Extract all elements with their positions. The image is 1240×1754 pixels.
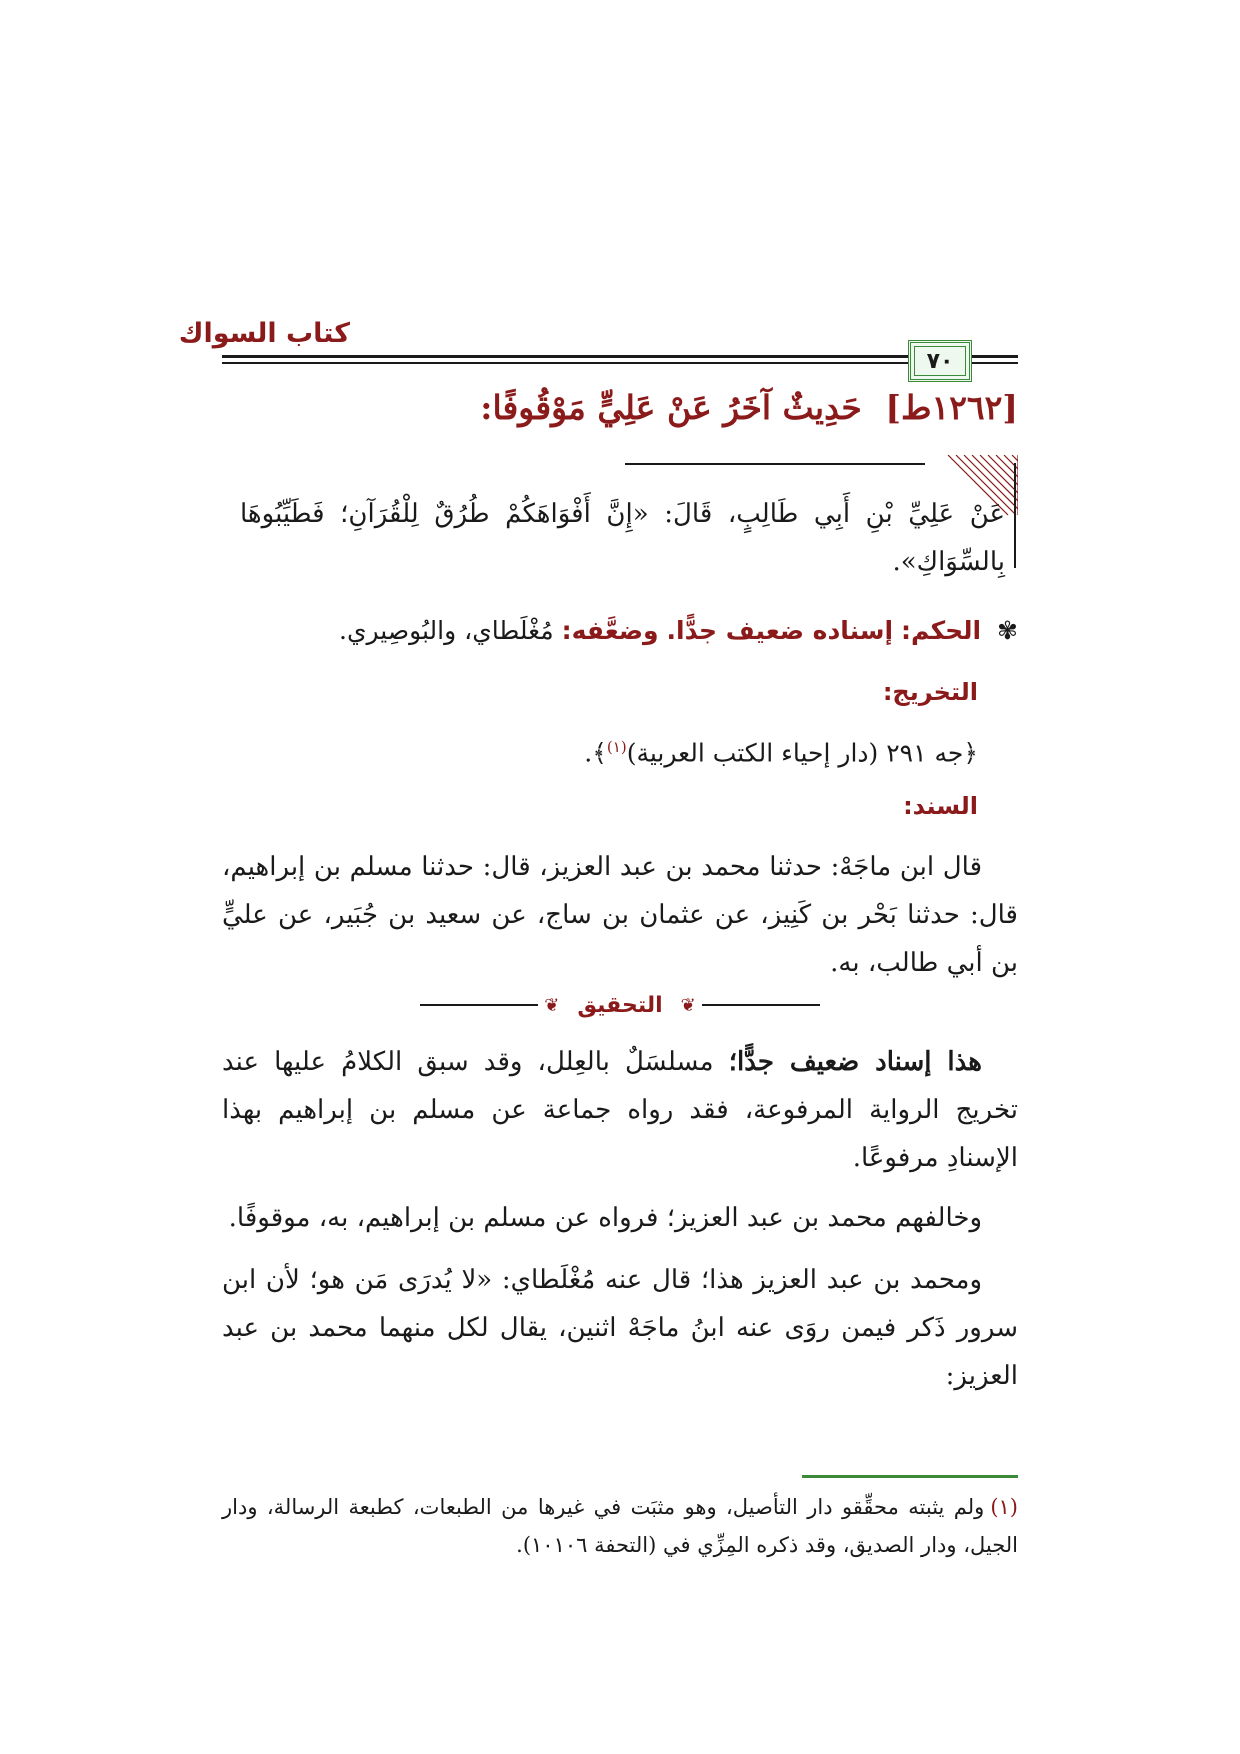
- bracket-close-icon: ﴾: [592, 738, 607, 768]
- hadith-title: حَدِيثٌ آخَرُ عَنْ عَلِيٍّ مَوْقُوفًا:: [480, 388, 862, 427]
- divider-line: [420, 1004, 538, 1006]
- footnote-rule: [802, 1475, 1018, 1478]
- footnote-ref: (١): [606, 738, 627, 756]
- footnote-mark: (١): [990, 1495, 1018, 1519]
- sanad-text: قال ابن ماجَهْ: حدثنا محمد بن عبد العزيز، قال: حدثنا مسلم بن إبراهيم، قال: حدثنا بَحْر بن كَنِيز، عن عثمان بن ساج، عن سعيد بن جُبَير، عن عليٍّ بن أبي طالب، به.: [222, 852, 1018, 978]
- ornament-icon: ❦: [544, 994, 560, 1016]
- flower-icon: ✾: [997, 616, 1018, 645]
- weakened-label: وضعَّفه:: [561, 616, 659, 645]
- page-number-badge: [908, 340, 972, 382]
- tahqiq-paragraph-2: وخالفهم محمد بن عبد العزيز؛ فرواه عن مسلم بن إبراهيم، به، موقوفًا.: [228, 1203, 982, 1233]
- hadith-box-side-rule: [1014, 463, 1016, 568]
- tahqiq-divider: [420, 990, 820, 1020]
- bracket-open-icon: ﴿: [963, 738, 978, 768]
- ruling-line: [339, 616, 1018, 645]
- running-header-title: كتاب السواك: [178, 318, 350, 349]
- ruling-label: الحكم:: [900, 616, 982, 645]
- takhrij-text: جه ٢٩١ (دار إحياء الكتب العربية): [626, 738, 964, 768]
- page-number: ٧٠: [926, 348, 954, 374]
- hadith-box-top-rule: [625, 463, 925, 465]
- footnote: [222, 1488, 1018, 1564]
- divider-line: [702, 1004, 820, 1006]
- ruling-verdict: إسناده ضعيف جدًّا.: [666, 616, 894, 645]
- sanad-label: السند:: [903, 792, 978, 820]
- tahqiq-label: التحقيق: [577, 992, 663, 1018]
- header-rule-right: [980, 355, 1018, 358]
- ornament-icon: ❦: [680, 994, 696, 1016]
- tahqiq-paragraph-1: [222, 1038, 1018, 1182]
- takhrij-label: التخريج:: [882, 678, 978, 706]
- tahqiq-verdict: هذا إسناد ضعيف جدًّا؛: [728, 1047, 982, 1077]
- hadith-text: عَنْ عَلِيِّ بْنِ أَبِي طَالِبٍ، قَالَ: «إِنَّ أَفْوَاهَكُمْ طُرُقٌ لِلْقُرَآنِ؛ فَطَيِّبُوهَا بِالسِّوَاكِ».: [240, 499, 1005, 577]
- header-rule-right-secondary: [980, 362, 1018, 364]
- takhrij-line: ﴿جه ٢٩١ (دار إحياء الكتب العربية)$^{(١)}$﴾.: [584, 738, 978, 768]
- header-rule: [222, 355, 980, 358]
- hadith-heading: [480, 388, 1018, 427]
- footnote-text: ولم يثبته محقِّقو دار التأصيل، وهو مثبَت في غيرها من الطبعات، كطبعة الرسالة، ودار الجيل، ودار الصديق، وقد ذكره المِزِّي في (التحفة ١٠١٠٦).: [222, 1495, 1018, 1557]
- hadith-number: [١٢٦٢ط]: [885, 388, 1018, 427]
- tahqiq-para1-text: مسلسَلٌ بالعِلل، وقد سبق الكلامُ عليها عند تخريج الرواية المرفوعة، فقد رواه جماعة عن مسلم بن إبراهيم بهذا الإسنادِ مرفوعًا.: [222, 1047, 1018, 1173]
- tahqiq-paragraph-3: ومحمد بن عبد العزيز هذا؛ قال عنه مُغْلَطاي: «لا يُدرَى مَن هو؛ لأن ابن سرور ذَكر فيمن روَى عنه ابنُ ماجَهْ اثنين، يقال لكل منهما محمد بن عبد العزيز:: [222, 1265, 1018, 1391]
- header-rule-secondary: [222, 362, 980, 364]
- weakened-by: مُغْلَطاي، والبُوصِيري.: [339, 616, 554, 645]
